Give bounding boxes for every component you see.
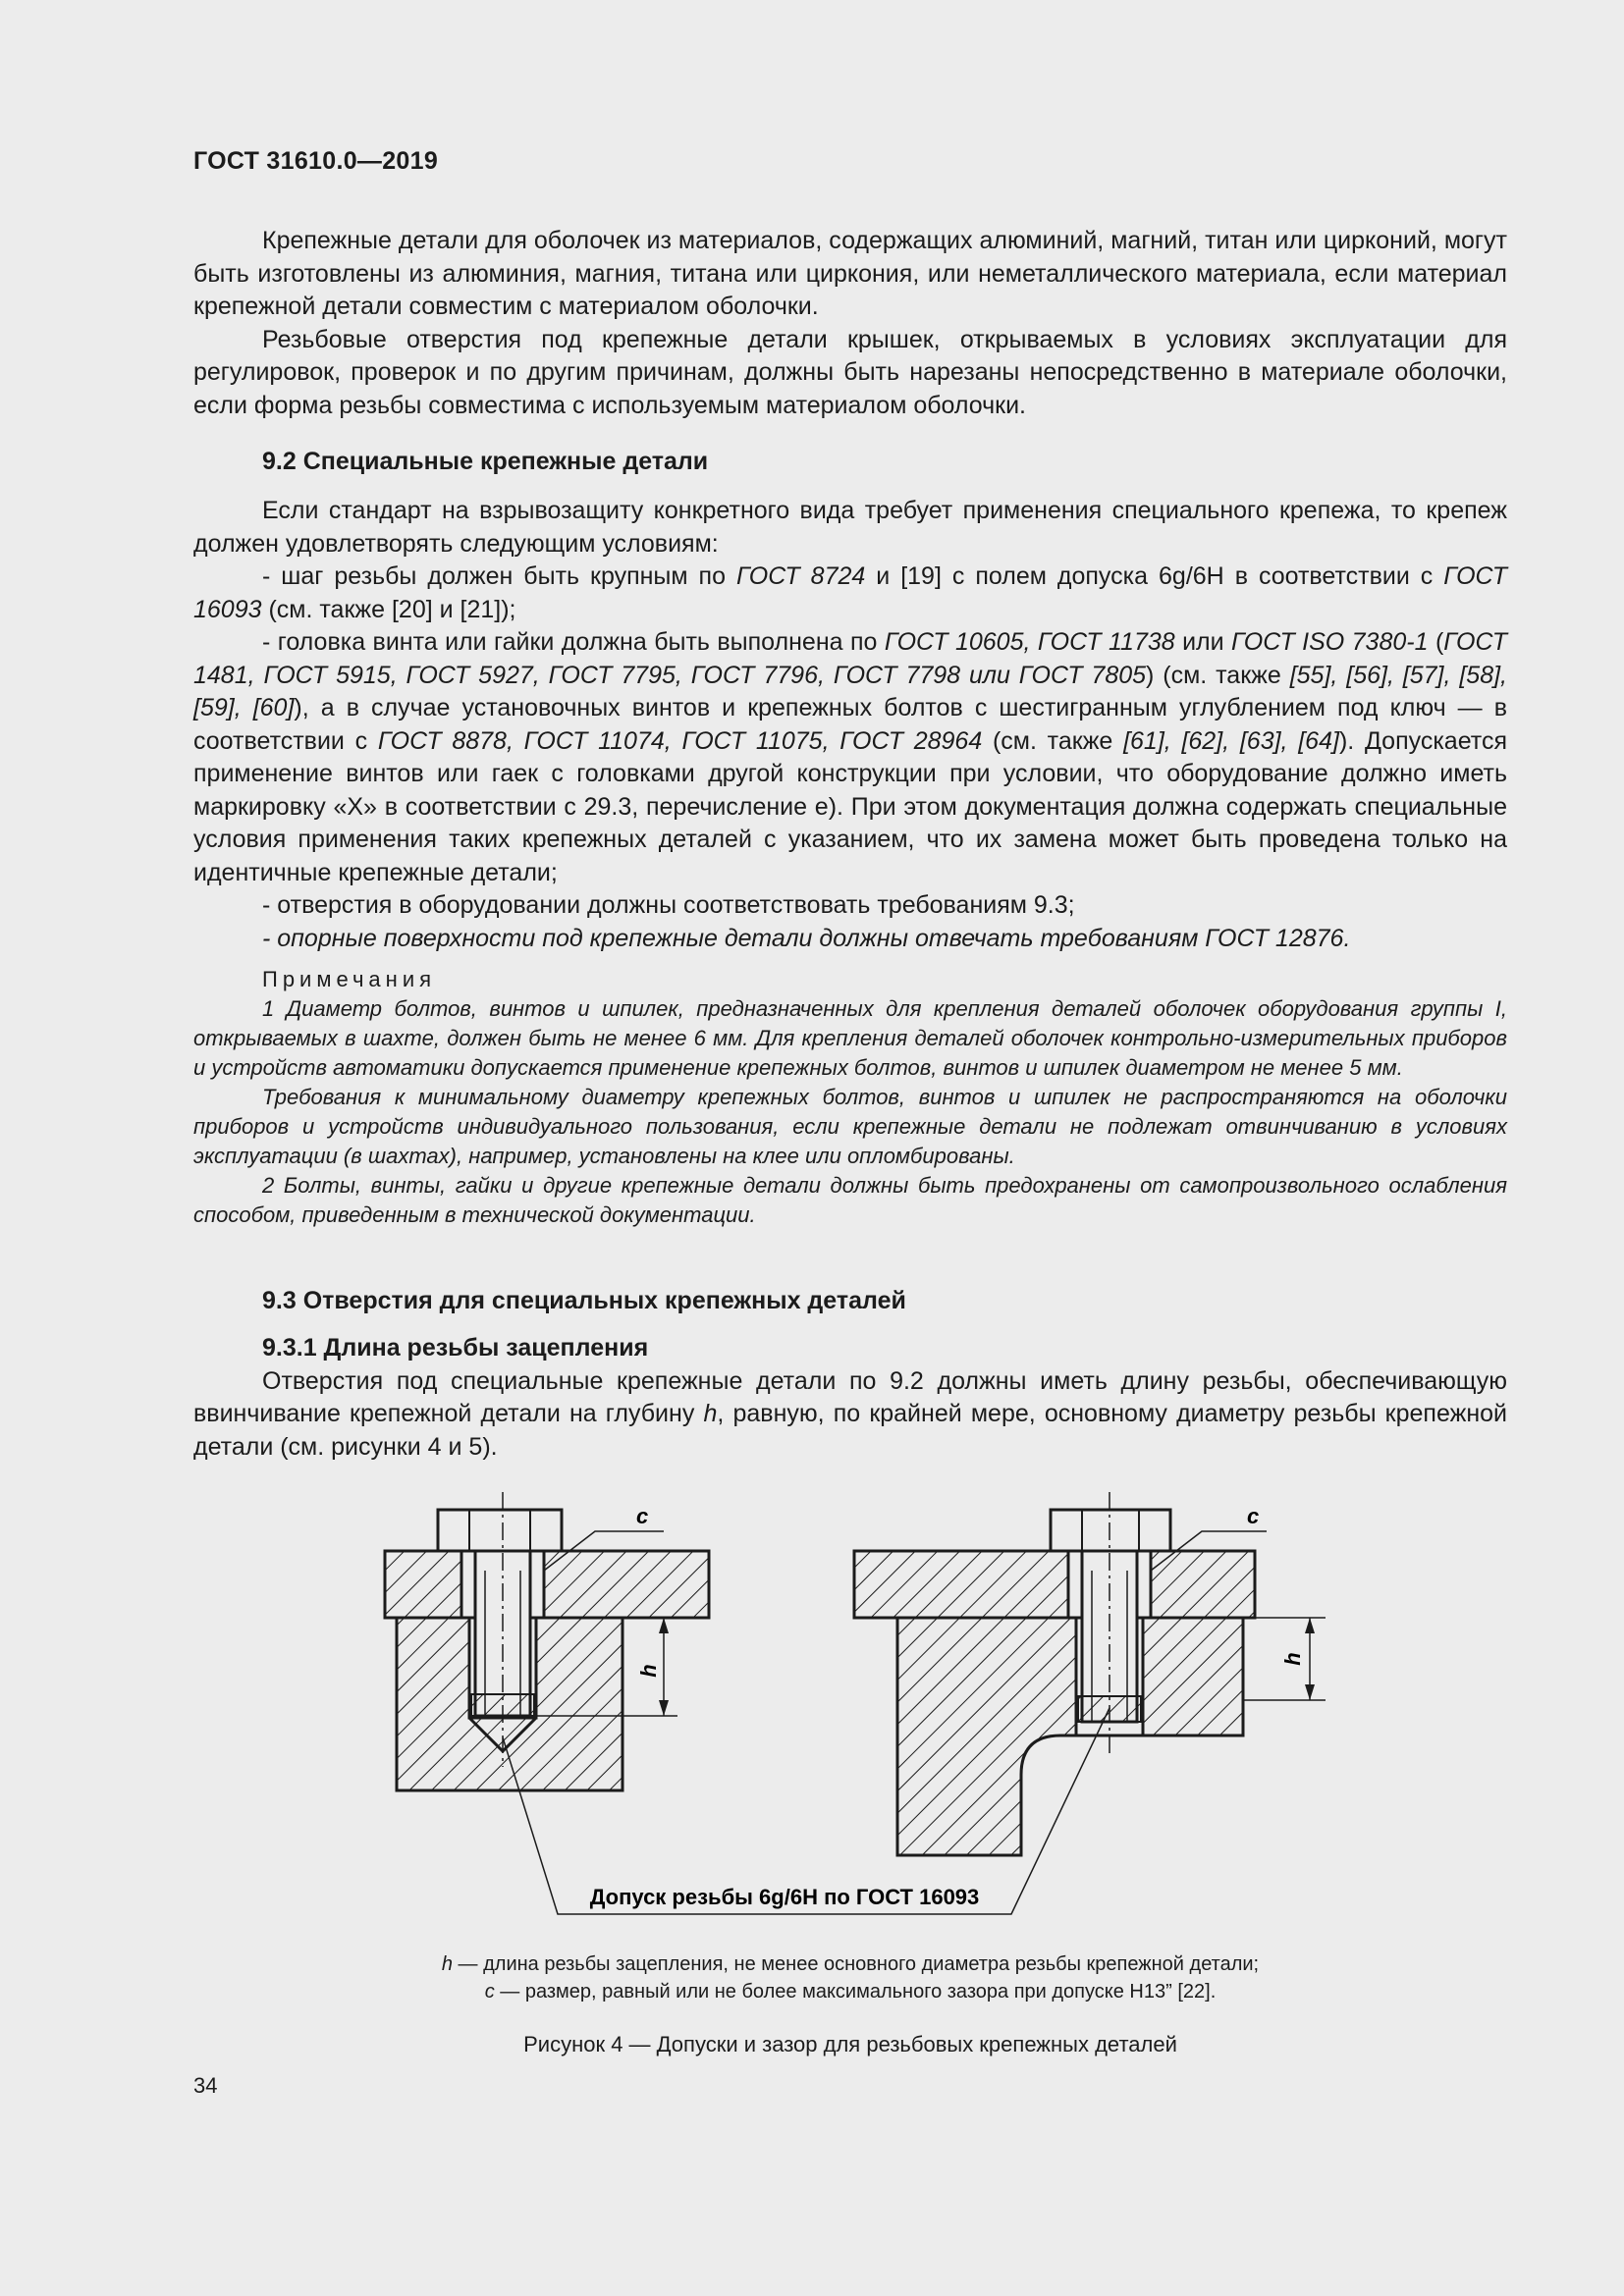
list-item-thread-pitch: - шаг резьбы должен быть крупным по ГОСТ 8724 и [19] с полем допуска 6g/6H в соответствии с ГОСТ 16093 (см. также [20] и [21]);	[193, 562, 1508, 623]
right-bolt-head	[1051, 1510, 1170, 1551]
right-dimension-h: h	[1280, 1652, 1305, 1666]
right-assembly	[854, 1492, 1326, 1855]
left-cover-plate	[385, 1551, 709, 1618]
section-intro: Если стандарт на взрывозащиту конкретного вида требует применения специального крепежа, то крепеж должен удовлетворять следующим условиям:	[193, 497, 1507, 558]
legend-h: h — длина резьбы зацепления, не менее основного диаметра резьбы крепежной детали;	[441, 1953, 1260, 1975]
notes-title: Примечания	[262, 967, 437, 991]
list-item-holes: - отверстия в оборудовании должны соответствовать требованиям 9.3;	[262, 891, 1075, 919]
section-heading-9-3: 9.3 Отверстия для специальных крепежных деталей	[262, 1287, 906, 1314]
right-body	[897, 1618, 1243, 1855]
subsection-heading: 9.3.1 Длина резьбы зацепления	[262, 1334, 649, 1362]
left-bolt-head	[438, 1510, 562, 1551]
paragraph-threaded-holes: Резьбовые отверстия под крепежные детали крышек, открываемых в условиях эксплуатации для регулировок, проверок и по другим причинам, должны быть нарезаны непосредственно в материале оболочки, если форма резьбы совместима с используемым материалом оболочки.	[193, 325, 1507, 419]
page-number: 34	[193, 2073, 218, 2098]
legend-c: c — размер, равный или не более максимального зазора при допуске H13” [22].	[484, 1981, 1217, 2002]
right-cover-plate	[854, 1551, 1255, 1618]
left-assembly	[385, 1492, 709, 1790]
standard-header: ГОСТ 31610.0—2019	[193, 147, 439, 175]
tolerance-callout: Допуск резьбы 6g/6H по ГОСТ 16093	[589, 1885, 980, 1909]
figure-legend	[193, 1950, 1507, 2005]
list-item-head: - головка винта или гайки должна быть выполнена по ГОСТ 10605, ГОСТ 11738 или ГОСТ ISO 7380-1 (ГОСТ 1481, ГОСТ 5915, ГОСТ 5927, ГОСТ 7795, ГОСТ 7796, ГОСТ 7798 или ГОСТ 7805) (см. также [55], [56], [57], [58], [59], [60]), а в случае установочных винтов и крепежных болтов с шестигранным углублением под ключ — в соответствии с ГОСТ 8878, ГОСТ 11074, ГОСТ 11075, ГОСТ 28964 (см. также [61], [62], [63], [64]). Допускается применение винтов или гаек с головками другой конструкции при условии, что оборудование должно иметь маркировку «X» в соответствии с 29.3, перечисление е). При этом документация должна содержать специальные условия применения таких крепежных деталей с указанием, что их замена может быть проведена только на идентичные крепежные детали;	[193, 628, 1507, 886]
left-label-c: c	[636, 1504, 649, 1528]
paragraph-thread-length: Отверстия под специальные крепежные детали по 9.2 должны иметь длину резьбы, обеспечивающую ввинчивание крепежной детали на глубину h, равную, по крайней мере, основному диаметру резьбы крепежной детали (см. рисунки 4 и 5).	[193, 1366, 1507, 1461]
note-1b: Требования к минимальному диаметру крепежных болтов, винтов и шпилек не распространяются на оболочки приборов и устройств индивидуального пользования, если крепежные детали не подлежат отвинчиванию в условиях эксплуатации (в шахтах), например, установлены на клее или опломбированы.	[193, 1085, 1507, 1168]
figure-title: Рисунок 4 — Допуски и зазор для резьбовых крепежных деталей	[523, 2032, 1177, 2056]
list-item-bearing-surfaces: - опорные поверхности под крепежные детали должны отвечать требованиям ГОСТ 12876.	[262, 924, 1351, 952]
left-dimension-h: h	[636, 1664, 661, 1678]
note-2: 2 Болты, винты, гайки и другие крепежные детали должны быть предохранены от самопроизвольного ослабления способом, приведенным в технической документации.	[193, 1173, 1507, 1227]
paragraph-materials: Крепежные детали для оболочек из материалов, содержащих алюминий, магний, титан или цирконий, могут быть изготовлены из алюминия, магния, титана или циркония, или неметаллического материала, если материал крепежной детали совместим с материалом оболочки.	[193, 227, 1507, 320]
note-1: 1 Диаметр болтов, винтов и шпилек, предназначенных для крепления деталей оболочек оборудования группы I, открываемых в шахте, должен быть не менее 6 мм. Для крепления деталей оболочек контрольно-измерительных приборов и устройств автоматики допускается применение крепежных болтов, винтов и шпилек диаметром не менее 5 мм.	[193, 996, 1507, 1080]
right-label-c: c	[1247, 1504, 1260, 1528]
section-heading: 9.2 Специальные крепежные детали	[262, 448, 709, 475]
